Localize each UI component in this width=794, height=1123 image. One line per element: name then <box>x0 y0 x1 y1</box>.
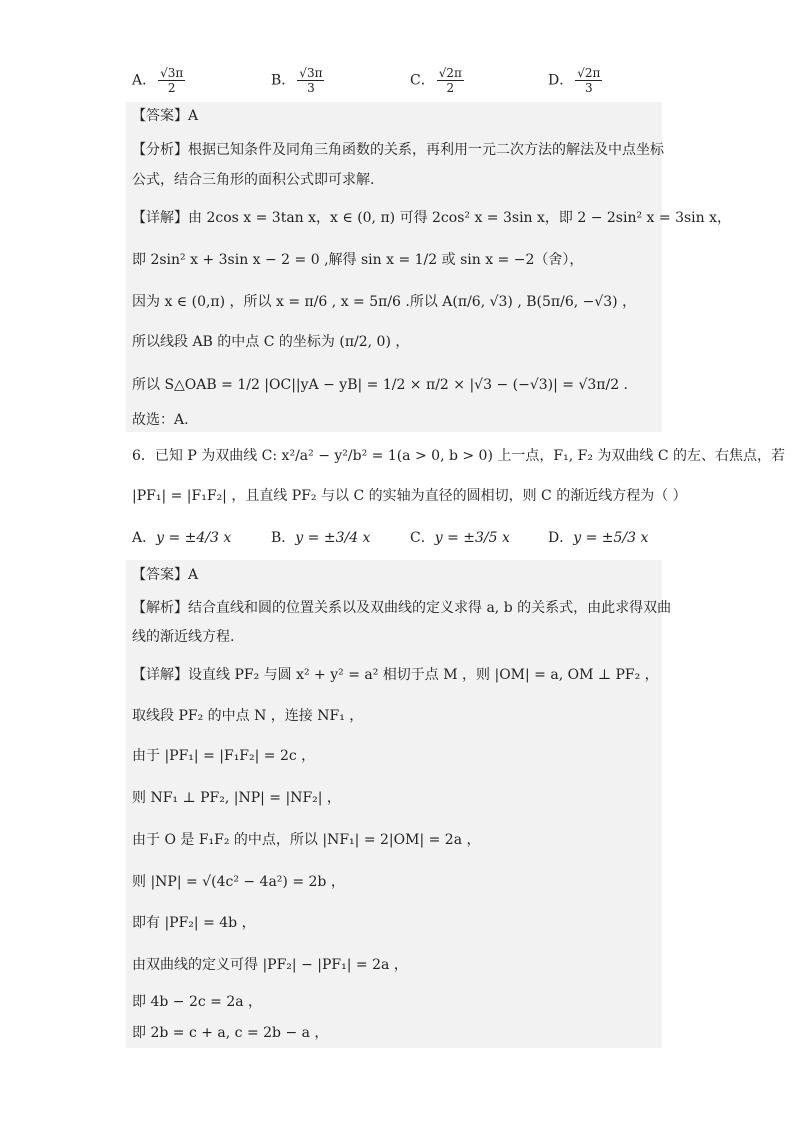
fraction: $\frac{√2\pi}{3}$ <box>577 66 601 95</box>
q6-detail-line-8: 由双曲线的定义可得 |PF₂| − |PF₁| = 2a ， <box>132 957 408 973</box>
q5-detail-line-3: 因为 x ∈ (0,π) ，所以 x = π/6 , x = 5π/6 .所以 A(π/6, √3) , B(5π/6, −√3) ， <box>132 294 637 310</box>
q6-detail-line-2: 取线段 PF₂ 的中点 N ，连接 NF₁ ， <box>132 708 364 724</box>
q5-option-d: D． $\frac{√2\pi}{3}$ <box>548 66 601 95</box>
q6-detail-line-3: 由于 |PF₁| = |F₁F₂| = 2c ， <box>132 748 316 764</box>
q6-option-d: D．y = ±5/3 x <box>548 530 649 546</box>
q6-option-b: B．y = ±3/4 x <box>271 530 371 546</box>
q6-detail-line-7: 即有 |PF₂| = 4b ， <box>132 915 256 931</box>
q5-option-a: A． $\frac{√3\pi}{2}$ <box>132 66 184 95</box>
q5-option-b: B． $\frac{√3\pi}{3}$ <box>271 66 323 95</box>
q6-detail-line-10: 即 2b = c + a, c = 2b − a ， <box>132 1025 329 1041</box>
fraction: $\frac{√2\pi}{2}$ <box>438 66 462 95</box>
q6-detail-line-9: 即 4b − 2c = 2a ， <box>132 994 263 1010</box>
q6-option-c: C．y = ±3/5 x <box>410 530 510 546</box>
q5-option-c: C． $\frac{√2\pi}{2}$ <box>410 66 462 95</box>
q6-option-a: A．y = ±4/3 x <box>132 530 232 546</box>
q6-analysis-line-2: 线的渐近线方程. <box>132 629 235 645</box>
q6-detail-line-5: 由于 O 是 F₁F₂ 的中点，所以 |NF₁| = 2|OM| = 2a ， <box>132 832 481 848</box>
q6-stem-line-1: 6．已知 P 为双曲线 C: x²/a² − y²/b² = 1(a > 0, b > 0) 上一点，F₁, F₂ 为双曲线 C 的左、右焦点，若 <box>132 448 785 464</box>
fraction: $\frac{√3\pi}{3}$ <box>299 66 323 95</box>
q6-detail-line-6: 则 |NP| = √(4c² − 4a²) = 2b ， <box>132 874 345 890</box>
q5-analysis-line-2: 公式，结合三角形的面积公式即可求解. <box>132 172 375 188</box>
q6-analysis-line-1: 【解析】结合直线和圆的位置关系以及双曲线的定义求得 a, b 的关系式，由此求得双曲 <box>132 600 672 616</box>
q5-detail-line-2: 即 2sin² x + 3sin x − 2 = 0 ,解得 sin x = 1/2 或 sin x = −2（舍）， <box>132 252 584 268</box>
fraction: $\frac{√3\pi}{2}$ <box>160 66 184 95</box>
q6-detail-line-1: 【详解】设直线 PF₂ 与圆 x² + y² = a² 相切于点 M ，则 |OM| = a, OM ⊥ PF₂ ， <box>132 667 659 683</box>
q6-answer: 【答案】A <box>132 567 199 583</box>
q6-stem-line-2: |PF₁| = |F₁F₂| ，且直线 PF₂ 与以 C 的实轴为直径的圆相切，则 C 的渐近线方程为（ ） <box>132 488 687 504</box>
q5-conclusion: 故选：A. <box>132 412 189 428</box>
q6-detail-line-4: 则 NF₁ ⊥ PF₂, |NP| = |NF₂| ， <box>132 790 341 806</box>
q5-detail-line-4: 所以线段 AB 的中点 C 的坐标为 (π/2, 0) ， <box>132 334 410 350</box>
q5-answer: 【答案】A <box>132 108 199 124</box>
q5-detail-line-1: 【详解】由 2cos x = 3tan x，x ∈ (0, π) 可得 2cos² x = 3sin x，即 2 − 2sin² x = 3sin x， <box>132 210 731 226</box>
q5-analysis-line-1: 【分析】根据已知条件及同角三角函数的关系，再利用一元二次方法的解法及中点坐标 <box>132 142 664 158</box>
q5-detail-line-5: 所以 S△OAB = 1/2 |OC||yA − yB| = 1/2 × π/2 × |√3 − (−√3)| = √3π/2 . <box>132 377 629 393</box>
